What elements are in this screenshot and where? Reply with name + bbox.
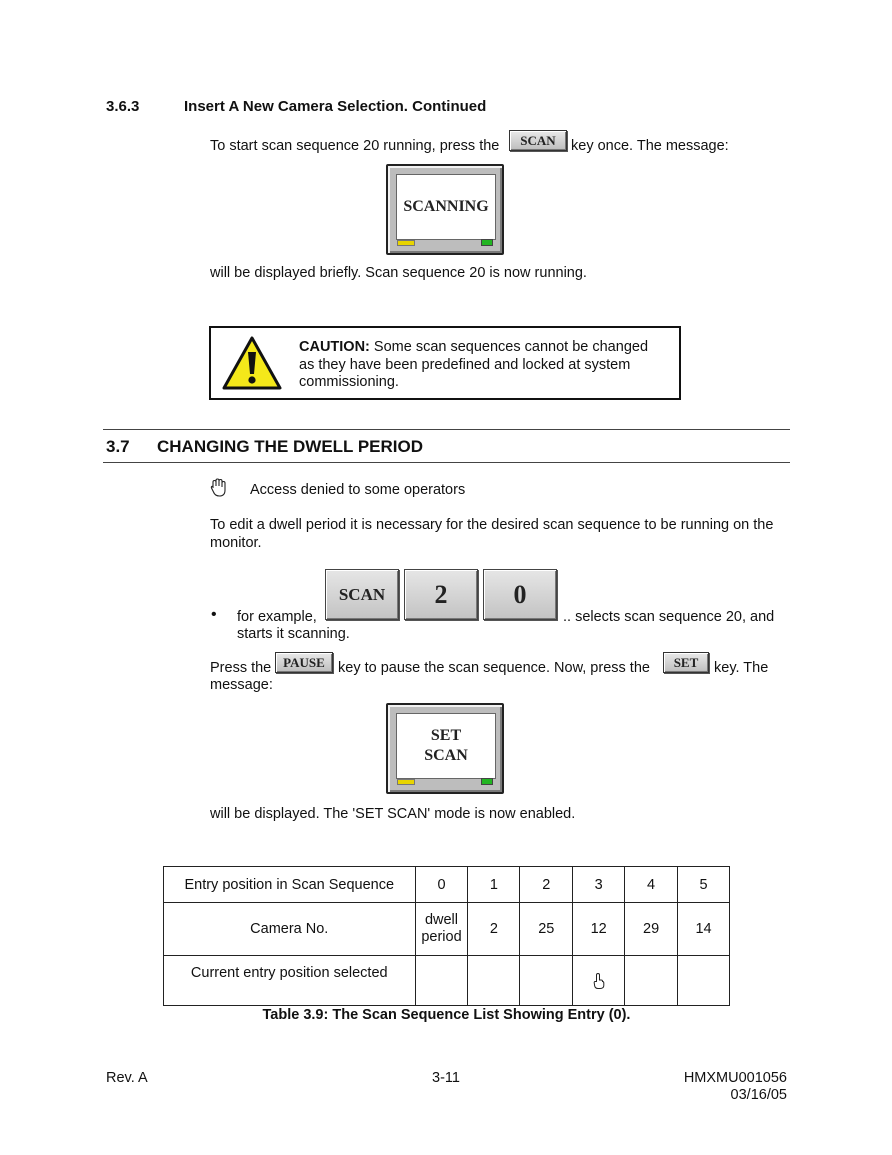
green-led-icon xyxy=(481,778,493,785)
table-cell xyxy=(625,956,678,1006)
table-cell: 2 xyxy=(468,903,520,956)
scan-sequence-table xyxy=(163,866,730,1006)
para3-line2: monitor. xyxy=(210,534,262,551)
table-cell: 3 xyxy=(573,867,625,903)
monitor2-line1: SET xyxy=(430,727,462,744)
caution-line3: commissioning. xyxy=(299,374,399,390)
zero-key-icon: 0 xyxy=(483,569,557,620)
footer-page-number: 3-11 xyxy=(432,1070,460,1086)
table-cell xyxy=(520,956,573,1006)
para3-line1: To edit a dwell period it is necessary for the desired scan sequence to be running on the xyxy=(210,517,774,533)
footer-date: 03/16/05 xyxy=(730,1087,787,1103)
table-cell: Current entry position selected xyxy=(164,956,416,1006)
monitor2-screen xyxy=(396,713,496,779)
para1-before: To start scan sequence 20 running, press the xyxy=(210,138,500,154)
yellow-led-icon xyxy=(397,779,415,785)
monitor2-line2: SCAN xyxy=(424,747,468,764)
table-cell: 4 xyxy=(625,867,678,903)
caution-label: CAUTION: xyxy=(299,339,370,355)
scan-big-key-icon: SCAN xyxy=(325,569,399,620)
section-rule-top xyxy=(103,429,790,430)
green-led-icon xyxy=(481,239,493,246)
pause-key-icon: PAUSE xyxy=(275,652,333,673)
yellow-led-icon xyxy=(397,240,415,246)
two-key-icon: 2 xyxy=(404,569,478,620)
section-title: Insert A New Camera Selection. Continued xyxy=(184,98,487,115)
warning-triangle-icon xyxy=(221,335,283,391)
para4-line2: message: xyxy=(210,677,273,693)
table-cell: 14 xyxy=(678,903,730,956)
footer-rev: Rev. A xyxy=(106,1070,148,1086)
monitor-screen-text: SCANNING xyxy=(396,174,496,240)
caution-line1: Some scan sequences cannot be changed xyxy=(373,339,649,355)
hand-icon xyxy=(210,478,228,498)
scan-key-icon: SCAN xyxy=(509,130,567,151)
table-cell: 25 xyxy=(520,903,573,956)
table-cell: Camera No. xyxy=(164,903,416,956)
table-cell: 5 xyxy=(678,867,730,903)
bullet-line2: starts it scanning. xyxy=(237,626,350,642)
set-key-icon: SET xyxy=(663,652,709,673)
caution-line2: as they have been predefined and locked at system xyxy=(299,356,631,373)
para1-after: key once. The message: xyxy=(571,138,729,154)
pointing-hand-icon xyxy=(593,972,605,990)
para5: will be displayed. The 'SET SCAN' mode is now enabled. xyxy=(210,806,576,822)
monitor-scanning-icon xyxy=(386,164,504,255)
section-37-title: CHANGING THE DWELL PERIOD xyxy=(157,437,424,456)
bullet-before: for example, xyxy=(237,609,317,625)
para2: will be displayed briefly. Scan sequence 20 is now running. xyxy=(210,265,587,281)
table-row xyxy=(164,867,730,903)
table-cell: 2 xyxy=(520,867,573,903)
section-37-number: 3.7 xyxy=(106,437,130,456)
table-cell xyxy=(573,956,625,1006)
para4-middle: key to pause the scan sequence. Now, press the xyxy=(338,660,650,676)
table-cell: 29 xyxy=(625,903,678,956)
table-cell: 0 xyxy=(415,867,468,903)
caution-box xyxy=(209,326,681,400)
table-row xyxy=(164,903,730,956)
access-note: Access denied to some operators xyxy=(250,482,466,498)
para4-end: key. The xyxy=(714,660,769,676)
footer-doc-number: HMXMU001056 xyxy=(683,1070,787,1086)
monitor-set-scan-icon xyxy=(386,703,504,794)
table-row xyxy=(164,956,730,1006)
table-cell: Entry position in Scan Sequence xyxy=(164,867,416,903)
section-number: 3.6.3 xyxy=(106,98,140,115)
table-cell xyxy=(415,956,468,1006)
para4-press: Press the xyxy=(210,660,272,676)
table-caption: Table 3.9: The Scan Sequence List Showing Entry (0). xyxy=(262,1007,631,1023)
table-cell xyxy=(468,956,520,1006)
table-cell: 12 xyxy=(573,903,625,956)
table-cell xyxy=(678,956,730,1006)
bullet-dot: • xyxy=(211,606,217,623)
table-cell: dwell period xyxy=(415,903,468,956)
bullet-after: .. selects scan sequence 20, and xyxy=(563,609,775,625)
table-cell: 1 xyxy=(468,867,520,903)
section-rule-bottom xyxy=(103,462,790,463)
